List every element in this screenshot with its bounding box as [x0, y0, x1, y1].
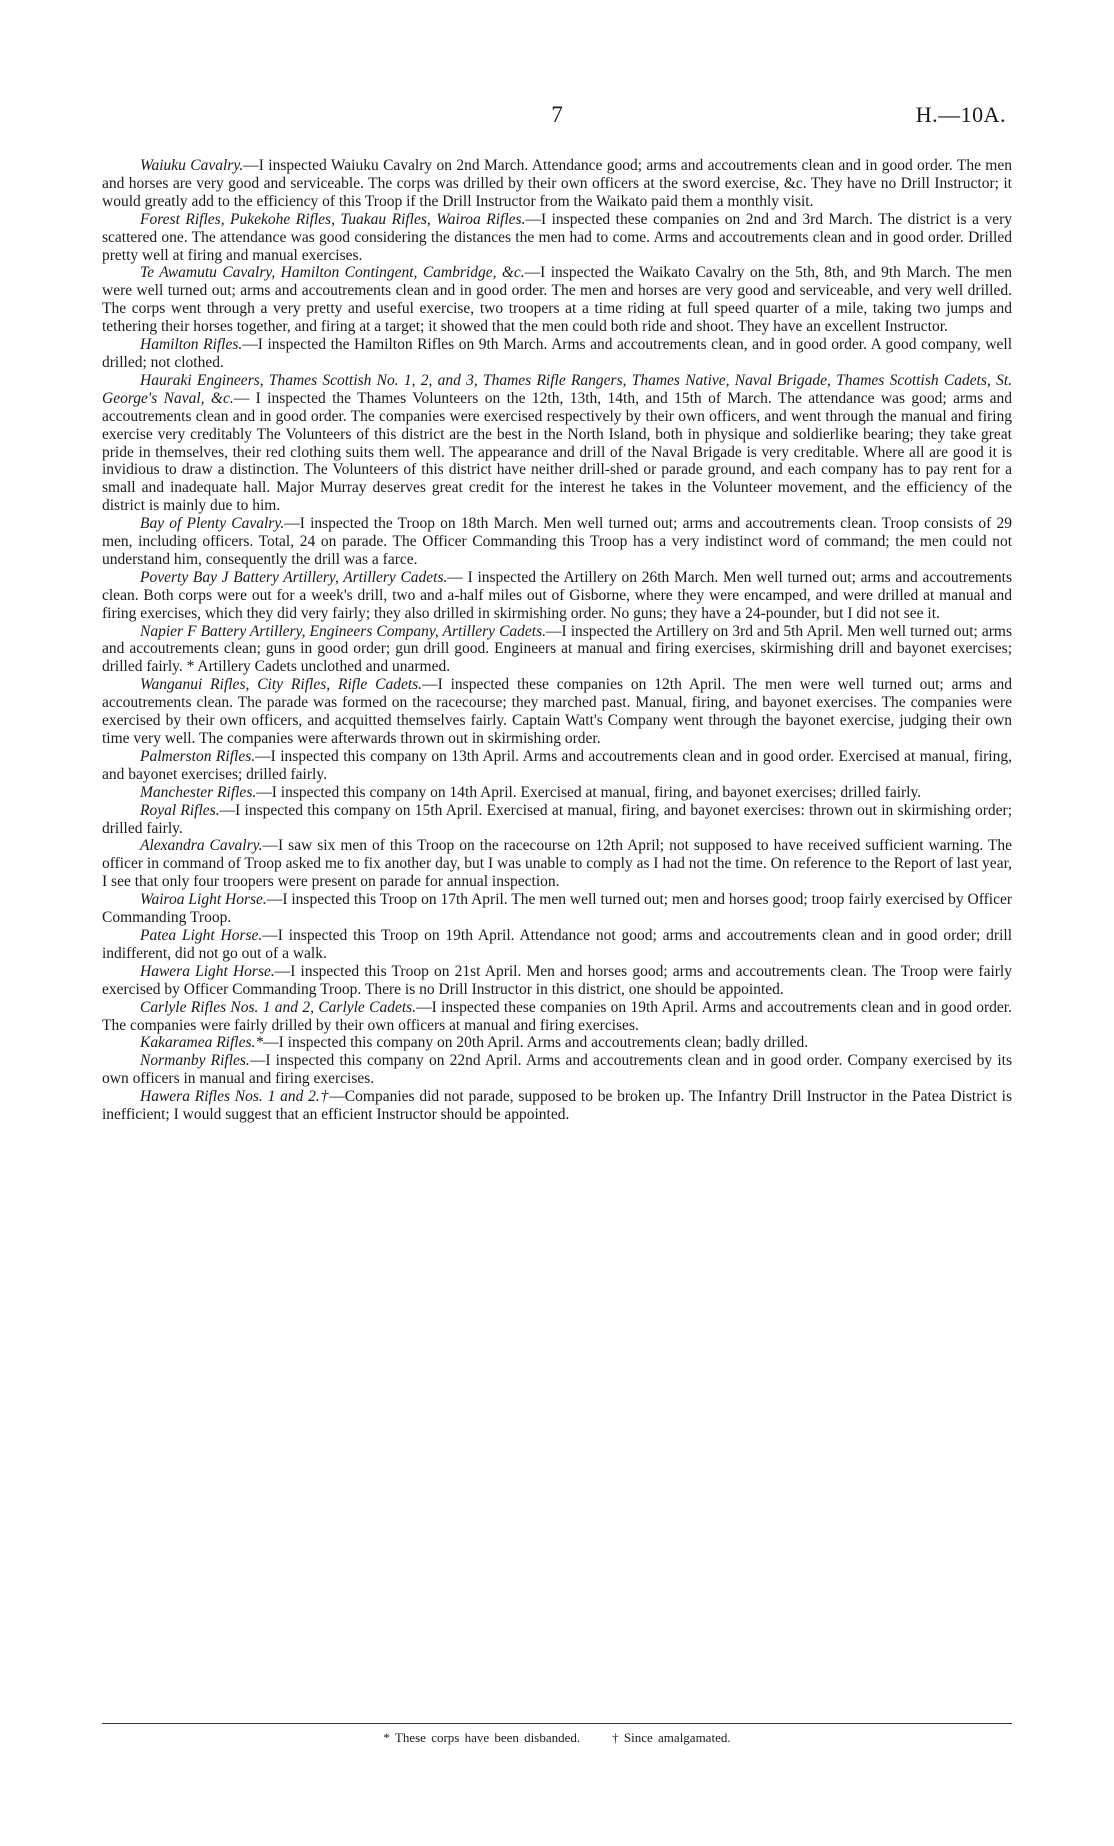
paragraph-heading: Normanby Rifles. [140, 1052, 250, 1070]
paragraph-heading: Napier F Battery Artillery, Engineers Company, Artillery Cadets. [140, 622, 547, 640]
paragraph-text: —I saw six men of this Troop on the racecourse on 12th April; not supposed to have received sufficient warning. The officer in command of Troop asked me to fix another day, but I was unable to comply as I had not the time. On reference to the Report of last year, I see that only four troopers were present on parade for annual inspection. [102, 837, 1013, 891]
paragraph-text: —Companies did not parade, supposed to be broken up. The Infantry Drill Instructor in the Patea District is inefficient; I would suggest that an efficient Instructor should be appointed. [102, 1088, 1012, 1124]
paragraph-text: —I inspected the Troop on 18th March. Men well turned out; arms and accoutrements clean. Troop consists of 29 men, including officers. Total, 24 on parade. The Officer Commanding this Troop has a very indistinct word of command; the men could not understand him, consequently the drill was a farce. [102, 515, 1013, 568]
document-reference: H.—10A. [915, 102, 1006, 127]
paragraph-royal-rifles [102, 802, 1012, 838]
paragraph-hauraki-engineers [102, 372, 1012, 515]
paragraph-heading: Poverty Bay J Battery Artillery, Artillery Cadets. [140, 568, 448, 586]
paragraph-heading: Kakaramea Rifles.* [140, 1034, 264, 1052]
paragraph-poverty-bay-artillery [102, 569, 1012, 623]
paragraph-hawera-light-horse [102, 963, 1012, 999]
paragraph-heading: Palmerston Rifles. [140, 747, 256, 765]
paragraph-alexandra-cavalry [102, 837, 1012, 891]
paragraph-napier-artillery [102, 623, 1012, 677]
paragraph-text: —I inspected this company on 22nd April. Arms and accoutrements clean and in good order. Company exercised by its own officers in manual and firing exercises. [102, 1052, 1012, 1088]
paragraph-text: —I inspected this company on 14th April. Exercised at manual, firing, and bayonet exercises; drilled fairly. [256, 783, 922, 801]
paragraph-heading: Wanganui Rifles, City Rifles, Rifle Cadets. [140, 676, 423, 694]
paragraph-text: —I inspected this Troop on 21st April. Men and horses good; arms and accoutrements clean. The Troop were fairly exercised by Officer Commanding Troop. There is no Drill Instructor in this district, one should be appointed. [102, 962, 1012, 998]
paragraph-text: —I inspected this Troop on 17th April. The men well turned out; men and horses good; troop fairly exercised by Officer Commanding Troop. [102, 891, 1012, 927]
paragraph-normanby-rifles [102, 1052, 1012, 1088]
paragraph-heading: Hauraki Engineers, Thames Scottish No. 1, 2, and 3, Thames Rifle Rangers, Thames Native, Naval Brigade, Thames Scottish Cadets, St. George's Naval, &c. [102, 371, 1012, 407]
paragraph-wairoa-light-horse [102, 891, 1012, 927]
paragraph-te-awamutu-cavalry [102, 264, 1012, 336]
paragraph-text: —I inspected the Hamilton Rifles on 9th March. Arms and accoutrements clean, and in good order. A good company, well drilled; not clothed. [102, 336, 1012, 371]
footnote-amalgamated: † Since amalgamated. [612, 1730, 731, 1745]
paragraph-text: —I inspected these companies on 12th April. The men were well turned out; arms and accoutrements clean. The parade was formed on the racecourse; they marched past. Manual, firing, and bayonet exercises. The companies were exercised by their own officers, and acquitted themselves fairly. Captain Watt's Company went through the bayonet exercise, judging their own time very well. The companies were afterwards thrown out in skirmishing order. [102, 676, 1012, 747]
paragraph-waiuku-cavalry [102, 157, 1012, 211]
paragraph-heading: Hawera Light Horse. [140, 962, 275, 980]
paragraph-palmerston-rifles [102, 748, 1012, 784]
page-number: 7 [551, 102, 563, 127]
report-body [102, 157, 1012, 1124]
paragraph-text: —I inspected this Troop on 19th April. Attendance not good; arms and accoutrements clean and in good order; drill indifferent, did not go out of a walk. [102, 926, 1012, 962]
paragraph-heading: Manchester Rifles. [140, 783, 257, 801]
paragraph-text: —I inspected these companies on 19th April. Arms and accoutrements clean and in good order. The companies were fairly drilled by their own officers at manual and firing exercises. [102, 998, 1012, 1034]
paragraph-manchester-rifles [102, 784, 1012, 802]
paragraph-text: —I inspected this company on 13th April. Arms and accoutrements clean and in good order. Exercised at manual, firing, and bayonet exercises; drilled fairly. [102, 747, 1012, 783]
paragraph-text: —I inspected this company on 15th April. Exercised at manual, firing, and bayonet exercises: thrown out in skirmishing order; drilled fairly. [102, 801, 1013, 837]
paragraph-heading: Hawera Rifles Nos. 1 and 2.† [140, 1088, 330, 1106]
paragraph-heading: Forest Rifles, Pukekohe Rifles, Tuakau Rifles, Wairoa Rifles. [140, 210, 526, 228]
paragraph-text: — I inspected the Artillery on 26th March. Men well turned out; arms and accoutrements clean. Both corps were out for a week's drill, two and a-half miles out of Gisborne, where they were encamped, and were drilled at manual and firing exercises, which they did very fairly; they also drilled in skirmishing order. No guns; they have a 24-pounder, but I did not see it. [102, 568, 1012, 622]
paragraph-carlyle-rifles [102, 999, 1012, 1035]
paragraph-heading: Waiuku Cavalry. [140, 157, 244, 174]
paragraph-text: —I inspected the Waikato Cavalry on the 5th, 8th, and 9th March. The men were well turned out; arms and accoutrements clean and in good order. The men and horses are very good and serviceable, and very well drilled. The corps went through a very pretty and useful exercise, two troopers at a time riding at full speed quarter of a mile, taking two jumps and tethering their horses together, and firing at a target; it showed that the men could both ride and shoot. They have an excellent Instructor. [102, 264, 1012, 336]
paragraph-heading: Hamilton Rifles. [140, 336, 243, 354]
paragraph-patea-light-horse [102, 927, 1012, 963]
paragraph-heading: Alexandra Cavalry. [140, 837, 263, 855]
paragraph-bay-of-plenty-cavalry [102, 515, 1012, 569]
footnotes [102, 1730, 1012, 1746]
paragraph-heading: Carlyle Rifles Nos. 1 and 2, Carlyle Cadets. [140, 998, 417, 1016]
paragraph-hamilton-rifles [102, 336, 1012, 372]
paragraph-heading: Wairoa Light Horse. [140, 891, 267, 909]
paragraph-text: —I inspected the Artillery on 3rd and 5th April. Men well turned out; arms and accoutrements clean; guns in good order; gun drill good. Engineers at manual and firing exercises, skirmishing drill and bayonet exercises; drilled fairly. * Artillery Cadets unclothed and unarmed. [102, 622, 1012, 676]
paragraph-kakaramea-rifles [102, 1034, 1012, 1052]
paragraph-heading: Royal Rifles. [140, 801, 220, 819]
paragraph-heading: Te Awamutu Cavalry, Hamilton Contingent, Cambridge, &c. [140, 264, 525, 282]
paragraph-text: —I inspected this company on 20th April. Arms and accoutrements clean; badly drilled. [263, 1034, 809, 1052]
paragraph-hawera-rifles [102, 1088, 1012, 1124]
footnote-divider [102, 1723, 1012, 1724]
paragraph-text: — I inspected the Thames Volunteers on the 12th, 13th, 14th, and 15th of March. The attendance was good; arms and accoutrements clean and in good order. The companies were exercised respectively by their own officers, and went through the manual and firing exercise very creditably The Volunteers of this district are the best in the North Island, both in physique and soldierlike bearing; they take great pride in themselves, their red clothing suits them well. The appearance and drill of the Naval Brigade is very creditable. Where all are good it is invidious to draw a distinction. The Volunteers of this district have neither drill-shed or parade ground, and each company has to pay rent for a small and inadequate hall. Major Murray deserves great credit for the interest he takes in the Volunteer movement, and the efficiency of the district is mainly due to him. [102, 389, 1013, 515]
paragraph-text: —I inspected these companies on 2nd and 3rd March. The district is a very scattered one. The attendance was good considering the distances the men had to come. Arms and accoutrements clean and in good order. Drilled pretty well at firing and manual exercises. [102, 210, 1012, 264]
paragraph-heading: Patea Light Horse. [140, 926, 263, 944]
paragraph-wanganui-rifles [102, 676, 1012, 748]
footnote-disbanded: * These corps have been disbanded. [383, 1730, 581, 1745]
page-header [102, 100, 1012, 136]
paragraph-forest-rifles [102, 211, 1012, 265]
paragraph-heading: Bay of Plenty Cavalry. [140, 515, 285, 533]
paragraph-text: —I inspected Waiuku Cavalry on 2nd March. Attendance good; arms and accoutrements clean and in good order. The men and horses are very good and serviceable. The corps was drilled by their own officers at the sword exercise, &c. They have no Drill Instructor; it would greatly add to the efficiency of this Troop if the Drill Instructor from the Waikato paid them a monthly visit. [102, 157, 1012, 210]
